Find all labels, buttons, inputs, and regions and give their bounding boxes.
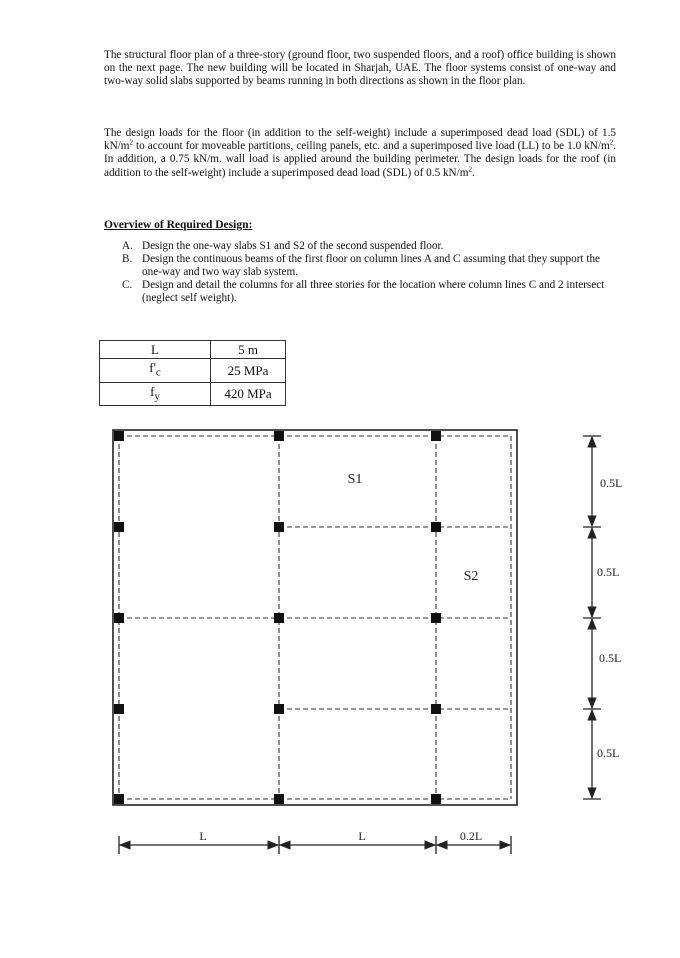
column (431, 704, 441, 714)
column (274, 522, 284, 532)
column (114, 522, 124, 532)
vertical-dimension (583, 436, 601, 799)
superscript: 2 (609, 138, 614, 147)
dimension-label: 0.5L (597, 746, 620, 760)
superscript: 2 (129, 138, 133, 147)
symbol-subscript: y (154, 390, 160, 403)
symbol-text: L (151, 342, 159, 357)
dimension-label: 0.5L (597, 565, 620, 579)
slab-label-s1: S1 (347, 472, 363, 487)
list-item-text: Design and detail the columns for all three stories for the location where column lines C and 2 intersect (neglect self weight). (142, 279, 605, 304)
property-value: 420 MPa (211, 382, 286, 406)
beam-grid (119, 436, 511, 799)
column (114, 431, 124, 441)
loads-text-4: . (471, 166, 475, 179)
list-marker: B. (122, 253, 133, 265)
loads-text-1: The design loads for the floor (in addition to the self-weight) include a superimposed dead load (SDL) of 1.5 kN/m (104, 127, 616, 153)
column (431, 522, 441, 532)
intro-paragraph-1: The structural floor plan of a three-story (ground floor, two suspended floors, and a roof) office building is shown on the next page. The new building will be located in Sharjah, UAE. The floor systems consist of one-way and two-way solid slabs supported by beams running in both directions as shown in the floor plan. (104, 49, 616, 88)
symbol-text: f' (149, 360, 156, 375)
section-heading: Overview of Required Design: (104, 219, 253, 231)
list-marker: A. (122, 240, 133, 252)
dimension-label: L (358, 829, 366, 843)
column (274, 431, 284, 441)
list-item-text: Design the continuous beams of the first floor on column lines A and C assuming that they support the one-way and two way slab system. (142, 253, 601, 278)
symbol-text: f (150, 383, 155, 399)
list-marker: C. (122, 279, 133, 291)
slab-label-s2: S2 (463, 569, 479, 584)
superscript: 2 (468, 164, 472, 173)
symbol-subscript: c (155, 366, 161, 379)
dimension-label: 0.5L (600, 476, 623, 490)
column (431, 794, 441, 804)
column (431, 431, 441, 441)
column (274, 613, 284, 623)
loads-text-2: to account for moveable partitions, ceiling panels, etc. and a superimposed live load (LL) to be 1.0 kN/m (132, 140, 610, 153)
dimension-label: 0.2L (459, 829, 483, 843)
column (274, 704, 284, 714)
property-value: 5 m (211, 341, 286, 359)
list-item-text: Design the one-way slabs S1 and S2 of the second suspended floor. (142, 240, 444, 252)
column (431, 613, 441, 623)
loads-text-3: . In addition, a 0.75 kN/m. wall load is applied around the building perimeter. The design loads for the roof (in addition to the self-weight) include a superimposed dead load (SDL) of 0.5 kN/m (104, 140, 616, 179)
horizontal-dimension (119, 836, 511, 854)
column (114, 613, 124, 623)
column (114, 704, 124, 714)
dimension-label: L (199, 829, 207, 843)
property-value: 25 MPa (211, 359, 286, 383)
column (114, 794, 124, 804)
dimension-label: 0.5L (599, 651, 622, 665)
column (274, 794, 284, 804)
